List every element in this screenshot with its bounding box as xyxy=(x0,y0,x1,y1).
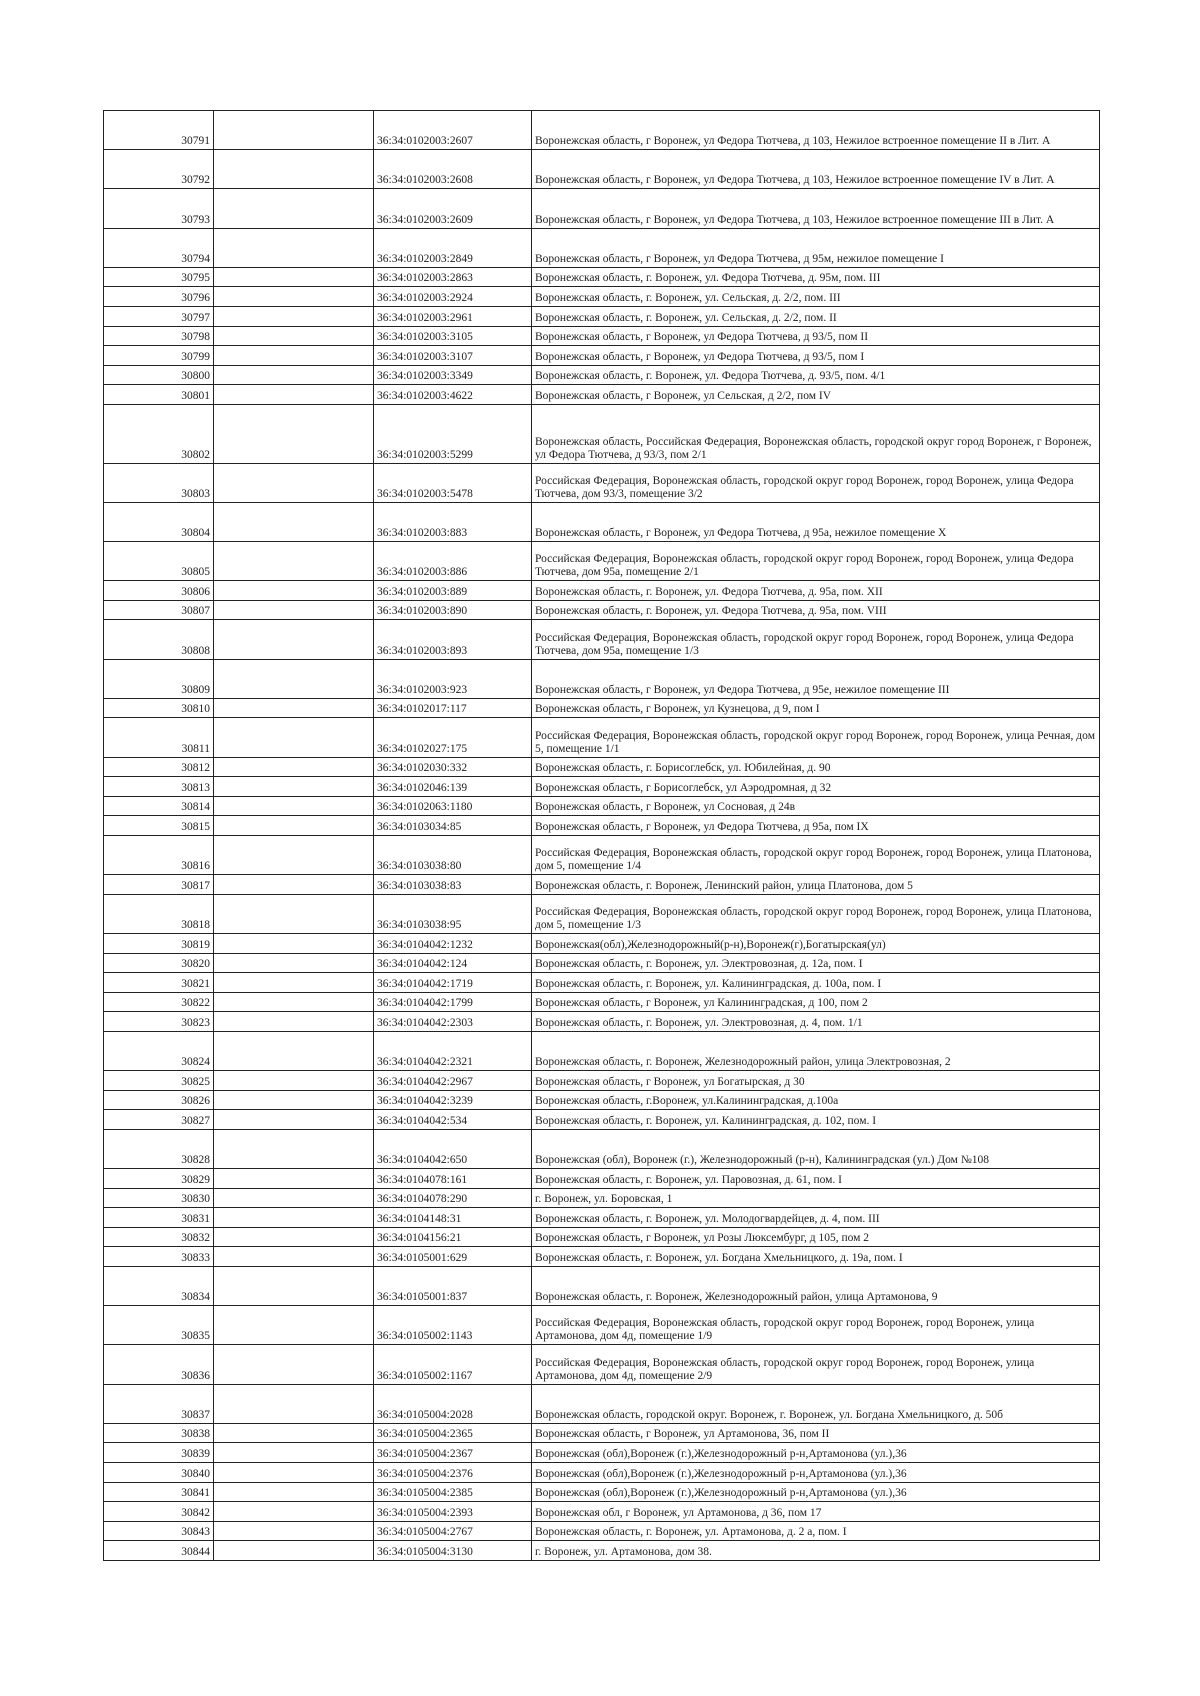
address-cell: Воронежская область, г. Воронеж, ул. Федора Тютчева, д. 95а, пом. XII xyxy=(532,581,1100,601)
row-number-cell: 30797 xyxy=(104,306,214,326)
cadastral-number-cell: 36:34:0102030:332 xyxy=(374,757,532,777)
table-row xyxy=(104,581,1100,601)
address-cell: Воронежская область, г. Воронеж, ул. Федора Тютчева, д. 95м, пом. III xyxy=(532,267,1100,287)
empty-cell xyxy=(214,385,374,405)
table-row xyxy=(104,1071,1100,1091)
row-number-cell: 30844 xyxy=(104,1541,214,1561)
row-number-cell: 30822 xyxy=(104,992,214,1012)
address-cell: Российская Федерация, Воронежская область, городской округ город Воронеж, город Воронеж, улица Артамонова, дом 4д, помещение 2/9 xyxy=(532,1345,1100,1384)
address-cell: Воронежская область, г. Воронеж, ул. Электровозная, д. 4, пом. 1/1 xyxy=(532,1012,1100,1032)
address-cell: Воронежская область, г. Воронеж, ул. Сельская, д. 2/2, пом. II xyxy=(532,306,1100,326)
address-cell: Воронежская область, г Воронеж, ул Федора Тютчева, д 103, Нежилое встроенное помещение II в Лит. А xyxy=(532,111,1100,150)
table-row xyxy=(104,757,1100,777)
address-cell: Российская Федерация, Воронежская область, городской округ город Воронеж, город Воронеж, улица Артамонова, дом 4д, помещение 1/9 xyxy=(532,1306,1100,1345)
cadastral-number-cell: 36:34:0102003:2863 xyxy=(374,267,532,287)
empty-cell xyxy=(214,404,374,463)
address-cell: Воронежская область, г. Воронеж, ул. Паровозная, д. 61, пом. I xyxy=(532,1169,1100,1189)
table-row xyxy=(104,1169,1100,1189)
empty-cell xyxy=(214,1090,374,1110)
table-row xyxy=(104,1521,1100,1541)
empty-cell xyxy=(214,1071,374,1091)
empty-cell xyxy=(214,757,374,777)
row-number-cell: 30798 xyxy=(104,326,214,346)
empty-cell xyxy=(214,718,374,757)
empty-cell xyxy=(214,1306,374,1345)
empty-cell xyxy=(214,1502,374,1522)
cadastral-number-cell: 36:34:0105001:837 xyxy=(374,1267,532,1306)
cadastral-number-cell: 36:34:0102003:923 xyxy=(374,659,532,698)
row-number-cell: 30810 xyxy=(104,698,214,718)
empty-cell xyxy=(214,835,374,874)
cadastral-number-cell: 36:34:0102003:2608 xyxy=(374,150,532,189)
cadastral-number-cell: 36:34:0102003:2607 xyxy=(374,111,532,150)
empty-cell xyxy=(214,1188,374,1208)
row-number-cell: 30818 xyxy=(104,894,214,933)
empty-cell xyxy=(214,1169,374,1189)
address-cell: Воронежская область, г. Воронеж, ул. Богдана Хмельницкого, д. 19а, пом. I xyxy=(532,1247,1100,1267)
empty-cell xyxy=(214,1482,374,1502)
table-row xyxy=(104,1110,1100,1130)
table-row xyxy=(104,1345,1100,1384)
table-row xyxy=(104,1502,1100,1522)
empty-cell xyxy=(214,894,374,933)
cadastral-number-cell: 36:34:0104156:21 xyxy=(374,1227,532,1247)
empty-cell xyxy=(214,150,374,189)
cadastral-number-cell: 36:34:0104042:2967 xyxy=(374,1071,532,1091)
address-cell: Воронежская область, г. Воронеж, ул. Федора Тютчева, д. 93/5, пом. 4/1 xyxy=(532,365,1100,385)
address-cell: Воронежская область, г Воронеж, ул Сельская, д 2/2, пом IV xyxy=(532,385,1100,405)
address-cell: Воронежская обл, г Воронеж, ул Артамонова, д 36, пом 17 xyxy=(532,1502,1100,1522)
row-number-cell: 30793 xyxy=(104,189,214,228)
table-row xyxy=(104,1188,1100,1208)
address-cell: Воронежская область, Российская Федерация, Воронежская область, городской округ город Воронеж, г Воронеж, ул Федора Тютчева, д 93/3, пом 2/1 xyxy=(532,404,1100,463)
empty-cell xyxy=(214,1110,374,1130)
table-row xyxy=(104,933,1100,953)
row-number-cell: 30816 xyxy=(104,835,214,874)
cadastral-number-cell: 36:34:0105004:3130 xyxy=(374,1541,532,1561)
address-cell: Воронежская область, г Воронеж, ул Федора Тютчева, д 93/5, пом II xyxy=(532,326,1100,346)
cadastral-number-cell: 36:34:0103034:85 xyxy=(374,816,532,836)
address-cell: г. Воронеж, ул. Боровская, 1 xyxy=(532,1188,1100,1208)
row-number-cell: 30837 xyxy=(104,1384,214,1423)
row-number-cell: 30801 xyxy=(104,385,214,405)
cadastral-number-cell: 36:34:0102046:139 xyxy=(374,777,532,797)
empty-cell xyxy=(214,620,374,659)
address-cell: Воронежская область, г. Воронеж, ул. Калининградская, д. 102, пом. I xyxy=(532,1110,1100,1130)
table-row xyxy=(104,287,1100,307)
row-number-cell: 30824 xyxy=(104,1031,214,1070)
empty-cell xyxy=(214,1345,374,1384)
cadastral-number-cell: 36:34:0104148:31 xyxy=(374,1208,532,1228)
cadastral-number-cell: 36:34:0104042:650 xyxy=(374,1129,532,1168)
address-cell: Воронежская область, г Воронеж, ул Федора Тютчева, д 103, Нежилое встроенное помещение III в Лит. А xyxy=(532,189,1100,228)
empty-cell xyxy=(214,306,374,326)
cadastral-number-cell: 36:34:0105004:2028 xyxy=(374,1384,532,1423)
row-number-cell: 30806 xyxy=(104,581,214,601)
address-cell: Воронежская область, г Борисоглебск, ул Аэродромная, д 32 xyxy=(532,777,1100,797)
table-row xyxy=(104,463,1100,502)
row-number-cell: 30825 xyxy=(104,1071,214,1091)
table-row xyxy=(104,796,1100,816)
row-number-cell: 30843 xyxy=(104,1521,214,1541)
row-number-cell: 30830 xyxy=(104,1188,214,1208)
table-row xyxy=(104,326,1100,346)
table-row xyxy=(104,835,1100,874)
table-row xyxy=(104,659,1100,698)
property-registry-table xyxy=(103,110,1100,1561)
table-row xyxy=(104,1090,1100,1110)
empty-cell xyxy=(214,953,374,973)
table-row xyxy=(104,306,1100,326)
row-number-cell: 30827 xyxy=(104,1110,214,1130)
address-cell: Российская Федерация, Воронежская область, городской округ город Воронеж, город Воронеж, улица Федора Тютчева, дом 95а, помещение 1/3 xyxy=(532,620,1100,659)
row-number-cell: 30835 xyxy=(104,1306,214,1345)
row-number-cell: 30832 xyxy=(104,1227,214,1247)
cadastral-number-cell: 36:34:0102003:883 xyxy=(374,502,532,541)
address-cell: Воронежская область, г Воронеж, ул Розы Люксембург, д 105, пом 2 xyxy=(532,1227,1100,1247)
address-cell: Воронежская область, г Воронеж, ул Федора Тютчева, д 95а, нежилое помещение Х xyxy=(532,502,1100,541)
empty-cell xyxy=(214,1462,374,1482)
table-row xyxy=(104,992,1100,1012)
table-row xyxy=(104,267,1100,287)
empty-cell xyxy=(214,502,374,541)
row-number-cell: 30813 xyxy=(104,777,214,797)
address-cell: Воронежская (обл), Воронеж (г.), Железнодорожный (р-н), Калининградская (ул.) Дом №108 xyxy=(532,1129,1100,1168)
table-row xyxy=(104,404,1100,463)
cadastral-number-cell: 36:34:0105004:2385 xyxy=(374,1482,532,1502)
row-number-cell: 30833 xyxy=(104,1247,214,1267)
row-number-cell: 30794 xyxy=(104,228,214,267)
table-row xyxy=(104,894,1100,933)
cadastral-number-cell: 36:34:0104042:1799 xyxy=(374,992,532,1012)
cadastral-number-cell: 36:34:0103038:80 xyxy=(374,835,532,874)
row-number-cell: 30795 xyxy=(104,267,214,287)
row-number-cell: 30814 xyxy=(104,796,214,816)
table-row xyxy=(104,875,1100,895)
cadastral-number-cell: 36:34:0104042:2303 xyxy=(374,1012,532,1032)
table-row xyxy=(104,111,1100,150)
table-row xyxy=(104,816,1100,836)
address-cell: Воронежская область, г. Воронеж, Ленинский район, улица Платонова, дом 5 xyxy=(532,875,1100,895)
address-cell: Воронежская (обл),Воронеж (г.),Железнодорожный р-н,Артамонова (ул.),36 xyxy=(532,1443,1100,1463)
table-row xyxy=(104,1031,1100,1070)
row-number-cell: 30796 xyxy=(104,287,214,307)
cadastral-number-cell: 36:34:0104042:1232 xyxy=(374,933,532,953)
row-number-cell: 30803 xyxy=(104,463,214,502)
empty-cell xyxy=(214,933,374,953)
cadastral-number-cell: 36:34:0102003:890 xyxy=(374,600,532,620)
cadastral-number-cell: 36:34:0104042:124 xyxy=(374,953,532,973)
empty-cell xyxy=(214,365,374,385)
row-number-cell: 30828 xyxy=(104,1129,214,1168)
address-cell: Воронежская область, г Воронеж, ул Федора Тютчева, д 95а, пом IX xyxy=(532,816,1100,836)
address-cell: Воронежская область, г. Воронеж, ул. Артамонова, д. 2 а, пом. I xyxy=(532,1521,1100,1541)
cadastral-number-cell: 36:34:0102003:5299 xyxy=(374,404,532,463)
cadastral-number-cell: 36:34:0104042:1719 xyxy=(374,973,532,993)
table-row xyxy=(104,600,1100,620)
empty-cell xyxy=(214,1267,374,1306)
table-row xyxy=(104,542,1100,581)
cadastral-number-cell: 36:34:0102003:3107 xyxy=(374,346,532,366)
row-number-cell: 30792 xyxy=(104,150,214,189)
table-row xyxy=(104,1423,1100,1443)
address-cell: Воронежская область, г. Воронеж, Железнодорожный район, улица Артамонова, 9 xyxy=(532,1267,1100,1306)
row-number-cell: 30823 xyxy=(104,1012,214,1032)
table-row xyxy=(104,1482,1100,1502)
empty-cell xyxy=(214,1031,374,1070)
row-number-cell: 30808 xyxy=(104,620,214,659)
empty-cell xyxy=(214,1541,374,1561)
table-row xyxy=(104,1247,1100,1267)
row-number-cell: 30842 xyxy=(104,1502,214,1522)
row-number-cell: 30815 xyxy=(104,816,214,836)
address-cell: Воронежская область, г Воронеж, ул Федора Тютчева, д 93/5, пом I xyxy=(532,346,1100,366)
table-row xyxy=(104,346,1100,366)
row-number-cell: 30809 xyxy=(104,659,214,698)
empty-cell xyxy=(214,698,374,718)
row-number-cell: 30831 xyxy=(104,1208,214,1228)
empty-cell xyxy=(214,267,374,287)
address-cell: Воронежская область, г Воронеж, ул Федора Тютчева, д 95е, нежилое помещение III xyxy=(532,659,1100,698)
cadastral-number-cell: 36:34:0104042:534 xyxy=(374,1110,532,1130)
row-number-cell: 30791 xyxy=(104,111,214,150)
table-row xyxy=(104,718,1100,757)
cadastral-number-cell: 36:34:0102063:1180 xyxy=(374,796,532,816)
address-cell: Воронежская область, г. Воронеж, ул. Федора Тютчева, д. 95а, пом. VIII xyxy=(532,600,1100,620)
address-cell: Российская Федерация, Воронежская область, городской округ город Воронеж, город Воронеж, улица Речная, дом 5, помещение 1/1 xyxy=(532,718,1100,757)
address-cell: Воронежская область, г. Воронеж, ул. Молодогвардейцев, д. 4, пом. III xyxy=(532,1208,1100,1228)
table-row xyxy=(104,1227,1100,1247)
address-cell: Воронежская область, г Воронеж, ул Сосновая, д 24в xyxy=(532,796,1100,816)
empty-cell xyxy=(214,1423,374,1443)
table-row xyxy=(104,150,1100,189)
cadastral-number-cell: 36:34:0105004:2367 xyxy=(374,1443,532,1463)
table-row xyxy=(104,620,1100,659)
empty-cell xyxy=(214,542,374,581)
table-row xyxy=(104,1541,1100,1561)
cadastral-number-cell: 36:34:0102003:2961 xyxy=(374,306,532,326)
empty-cell xyxy=(214,875,374,895)
table-row xyxy=(104,953,1100,973)
table-row xyxy=(104,698,1100,718)
row-number-cell: 30802 xyxy=(104,404,214,463)
table-row xyxy=(104,189,1100,228)
row-number-cell: 30841 xyxy=(104,1482,214,1502)
address-cell: Воронежская область, г. Воронеж, ул. Калининградская, д. 100а, пом. I xyxy=(532,973,1100,993)
row-number-cell: 30807 xyxy=(104,600,214,620)
address-cell: Воронежская область, г Воронеж, ул Федора Тютчева, д 103, Нежилое встроенное помещение IV в Лит. А xyxy=(532,150,1100,189)
empty-cell xyxy=(214,463,374,502)
cadastral-number-cell: 36:34:0104042:3239 xyxy=(374,1090,532,1110)
empty-cell xyxy=(214,1227,374,1247)
empty-cell xyxy=(214,111,374,150)
empty-cell xyxy=(214,796,374,816)
address-cell: Воронежская область, городской округ. Воронеж, г. Воронеж, ул. Богдана Хмельницкого, д. 50б xyxy=(532,1384,1100,1423)
table-row xyxy=(104,228,1100,267)
address-cell: Российская Федерация, Воронежская область, городской округ город Воронеж, город Воронеж, улица Федора Тютчева, дом 95а, помещение 2/1 xyxy=(532,542,1100,581)
row-number-cell: 30840 xyxy=(104,1462,214,1482)
row-number-cell: 30836 xyxy=(104,1345,214,1384)
row-number-cell: 30819 xyxy=(104,933,214,953)
empty-cell xyxy=(214,816,374,836)
cadastral-number-cell: 36:34:0105004:2365 xyxy=(374,1423,532,1443)
address-cell: Воронежская область, г. Воронеж, ул. Электровозная, д. 12а, пом. I xyxy=(532,953,1100,973)
cadastral-number-cell: 36:34:0102003:889 xyxy=(374,581,532,601)
empty-cell xyxy=(214,228,374,267)
address-cell: Воронежская область, г Воронеж, ул Богатырская, д 30 xyxy=(532,1071,1100,1091)
address-cell: Воронежская(обл),Железнодорожный(р-н),Воронеж(г),Богатырская(ул) xyxy=(532,933,1100,953)
cadastral-number-cell: 36:34:0105002:1143 xyxy=(374,1306,532,1345)
cadastral-number-cell: 36:34:0105004:2767 xyxy=(374,1521,532,1541)
address-cell: Воронежская область, г. Борисоглебск, ул. Юбилейная, д. 90 xyxy=(532,757,1100,777)
row-number-cell: 30799 xyxy=(104,346,214,366)
address-cell: г. Воронеж, ул. Артамонова, дом 38. xyxy=(532,1541,1100,1561)
row-number-cell: 30811 xyxy=(104,718,214,757)
address-cell: Воронежская (обл),Воронеж (г.),Железнодорожный р-н,Артамонова (ул.),36 xyxy=(532,1482,1100,1502)
address-cell: Российская Федерация, Воронежская область, городской округ город Воронеж, город Воронеж, улица Платонова, дом 5, помещение 1/4 xyxy=(532,835,1100,874)
empty-cell xyxy=(214,1521,374,1541)
table-row xyxy=(104,1443,1100,1463)
empty-cell xyxy=(214,973,374,993)
table-row xyxy=(104,502,1100,541)
address-cell: Воронежская область, г.Воронеж, ул.Калининградская, д.100а xyxy=(532,1090,1100,1110)
row-number-cell: 30834 xyxy=(104,1267,214,1306)
row-number-cell: 30829 xyxy=(104,1169,214,1189)
address-cell: Воронежская область, г Воронеж, ул Кузнецова, д 9, пом I xyxy=(532,698,1100,718)
address-cell: Воронежская область, г Воронеж, ул Артамонова, 36, пом II xyxy=(532,1423,1100,1443)
empty-cell xyxy=(214,346,374,366)
cadastral-number-cell: 36:34:0102003:3105 xyxy=(374,326,532,346)
cadastral-number-cell: 36:34:0103038:95 xyxy=(374,894,532,933)
empty-cell xyxy=(214,1443,374,1463)
cadastral-number-cell: 36:34:0105002:1167 xyxy=(374,1345,532,1384)
address-cell: Воронежская область, г Воронеж, ул Федора Тютчева, д 95м, нежилое помещение I xyxy=(532,228,1100,267)
cadastral-number-cell: 36:34:0104078:290 xyxy=(374,1188,532,1208)
empty-cell xyxy=(214,1208,374,1228)
address-cell: Российская Федерация, Воронежская область, городской округ город Воронеж, город Воронеж, улица Федора Тютчева, дом 93/3, помещение 3/2 xyxy=(532,463,1100,502)
cadastral-number-cell: 36:34:0102017:117 xyxy=(374,698,532,718)
table-row xyxy=(104,1208,1100,1228)
table-row xyxy=(104,365,1100,385)
table-row xyxy=(104,1462,1100,1482)
table-row xyxy=(104,1267,1100,1306)
empty-cell xyxy=(214,1129,374,1168)
table-row xyxy=(104,1129,1100,1168)
cadastral-number-cell: 36:34:0105004:2376 xyxy=(374,1462,532,1482)
cadastral-number-cell: 36:34:0104042:2321 xyxy=(374,1031,532,1070)
table-row xyxy=(104,1306,1100,1345)
registry-body xyxy=(104,111,1100,1561)
row-number-cell: 30817 xyxy=(104,875,214,895)
cadastral-number-cell: 36:34:0102003:893 xyxy=(374,620,532,659)
table-row xyxy=(104,385,1100,405)
row-number-cell: 30820 xyxy=(104,953,214,973)
row-number-cell: 30812 xyxy=(104,757,214,777)
cadastral-number-cell: 36:34:0102003:5478 xyxy=(374,463,532,502)
empty-cell xyxy=(214,992,374,1012)
empty-cell xyxy=(214,1247,374,1267)
empty-cell xyxy=(214,1012,374,1032)
row-number-cell: 30821 xyxy=(104,973,214,993)
cadastral-number-cell: 36:34:0102003:2849 xyxy=(374,228,532,267)
cadastral-number-cell: 36:34:0105004:2393 xyxy=(374,1502,532,1522)
table-row xyxy=(104,1012,1100,1032)
row-number-cell: 30804 xyxy=(104,502,214,541)
row-number-cell: 30800 xyxy=(104,365,214,385)
cadastral-number-cell: 36:34:0104078:161 xyxy=(374,1169,532,1189)
cadastral-number-cell: 36:34:0105001:629 xyxy=(374,1247,532,1267)
empty-cell xyxy=(214,1384,374,1423)
empty-cell xyxy=(214,189,374,228)
empty-cell xyxy=(214,326,374,346)
empty-cell xyxy=(214,287,374,307)
cadastral-number-cell: 36:34:0102003:4622 xyxy=(374,385,532,405)
cadastral-number-cell: 36:34:0102003:3349 xyxy=(374,365,532,385)
empty-cell xyxy=(214,600,374,620)
cadastral-number-cell: 36:34:0103038:83 xyxy=(374,875,532,895)
address-cell: Воронежская (обл),Воронеж (г.),Железнодорожный р-н,Артамонова (ул.),36 xyxy=(532,1462,1100,1482)
table-row xyxy=(104,973,1100,993)
row-number-cell: 30839 xyxy=(104,1443,214,1463)
empty-cell xyxy=(214,581,374,601)
row-number-cell: 30826 xyxy=(104,1090,214,1110)
cadastral-number-cell: 36:34:0102003:2609 xyxy=(374,189,532,228)
row-number-cell: 30805 xyxy=(104,542,214,581)
row-number-cell: 30838 xyxy=(104,1423,214,1443)
address-cell: Воронежская область, г Воронеж, ул Калининградская, д 100, пом 2 xyxy=(532,992,1100,1012)
empty-cell xyxy=(214,777,374,797)
address-cell: Воронежская область, г. Воронеж, ул. Сельская, д. 2/2, пом. III xyxy=(532,287,1100,307)
address-cell: Российская Федерация, Воронежская область, городской округ город Воронеж, город Воронеж, улица Платонова, дом 5, помещение 1/3 xyxy=(532,894,1100,933)
cadastral-number-cell: 36:34:0102003:2924 xyxy=(374,287,532,307)
cadastral-number-cell: 36:34:0102003:886 xyxy=(374,542,532,581)
cadastral-number-cell: 36:34:0102027:175 xyxy=(374,718,532,757)
table-row xyxy=(104,1384,1100,1423)
table-row xyxy=(104,777,1100,797)
empty-cell xyxy=(214,659,374,698)
address-cell: Воронежская область, г. Воронеж, Железнодорожный район, улица Электровозная, 2 xyxy=(532,1031,1100,1070)
